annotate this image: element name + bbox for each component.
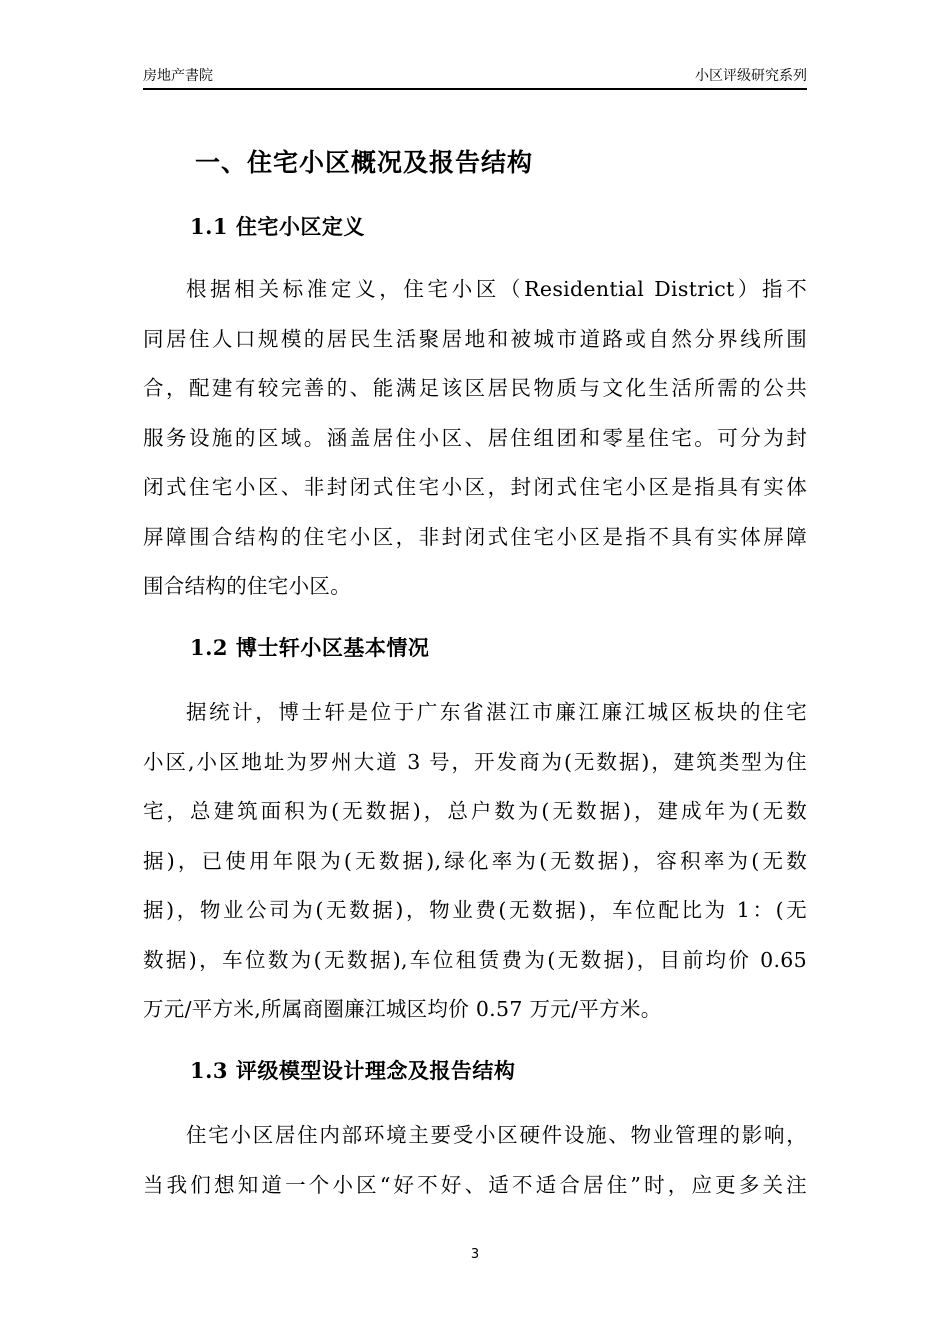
paragraph-line: 同居住人口规模的居民生活聚居地和被城市道路或自然分界线所围: [143, 326, 807, 351]
paragraph-line: 住宅小区居住内部环境主要受小区硬件设施、物业管理的影响，: [186, 1123, 807, 1147]
chapter-title: 一、住宅小区概况及报告结构: [195, 148, 534, 177]
paragraph-line: 宅，总建筑面积为(无数据)，总户数为(无数据)，建成年为(无数: [143, 799, 807, 823]
paragraph-line: 据)，物业公司为(无数据)，物业费(无数据)，车位配比为 1：(无: [143, 898, 807, 922]
paragraph-line: 万元/平方米,所属商圈廉江城区均价 0.57 万元/平方米。: [143, 997, 662, 1021]
section-heading-1-2: 1.2 博士轩小区基本情况: [190, 635, 430, 660]
header-series-title: 小区评级研究系列: [695, 68, 807, 84]
paragraph-line: 当我们想知道一个小区“好不好、适不适合居住”时，应更多关注: [143, 1172, 807, 1197]
paragraph-line: 围合结构的住宅小区。: [143, 574, 351, 598]
section-heading-1-1: 1.1 住宅小区定义: [190, 214, 365, 239]
paragraph-line: 服务设施的区域。涵盖居住小区、居住组团和零星住宅。可分为封: [143, 425, 807, 450]
page-number: 3: [470, 1247, 480, 1262]
paragraph-line: 数据)，车位数为(无数据),车位租赁费为(无数据)，目前均价 0.65: [143, 947, 807, 972]
paragraph-line: 合，配建有较完善的、能满足该区居民物质与文化生活所需的公共: [143, 376, 807, 400]
paragraph-line: 根据相关标准定义，住宅小区（Residential District）指不: [186, 277, 807, 301]
page-header: [143, 64, 807, 88]
section-body-1-2: [143, 697, 807, 1044]
section-heading-1-3: 1.3 评级模型设计理念及报告结构: [190, 1058, 516, 1083]
paragraph-line: 闭式住宅小区、非封闭式住宅小区，封闭式住宅小区是指具有实体: [143, 475, 807, 499]
paragraph-line: 据)，已使用年限为(无数据),绿化率为(无数据)，容积率为(无数: [143, 848, 807, 873]
paragraph-line: 据统计，博士轩是位于广东省湛江市廉江廉江城区板块的住宅: [186, 700, 807, 724]
section-body-1-1: [143, 274, 807, 621]
paragraph-line: 小区,小区地址为罗州大道 3 号，开发商为(无数据)，建筑类型为住: [143, 749, 807, 774]
section-body-1-3: [143, 1120, 807, 1219]
header-publisher: 房地产書院: [143, 68, 213, 84]
paragraph-line: 屏障围合结构的住宅小区，非封闭式住宅小区是指不具有实体屏障: [143, 524, 807, 549]
header-divider: [143, 88, 807, 90]
